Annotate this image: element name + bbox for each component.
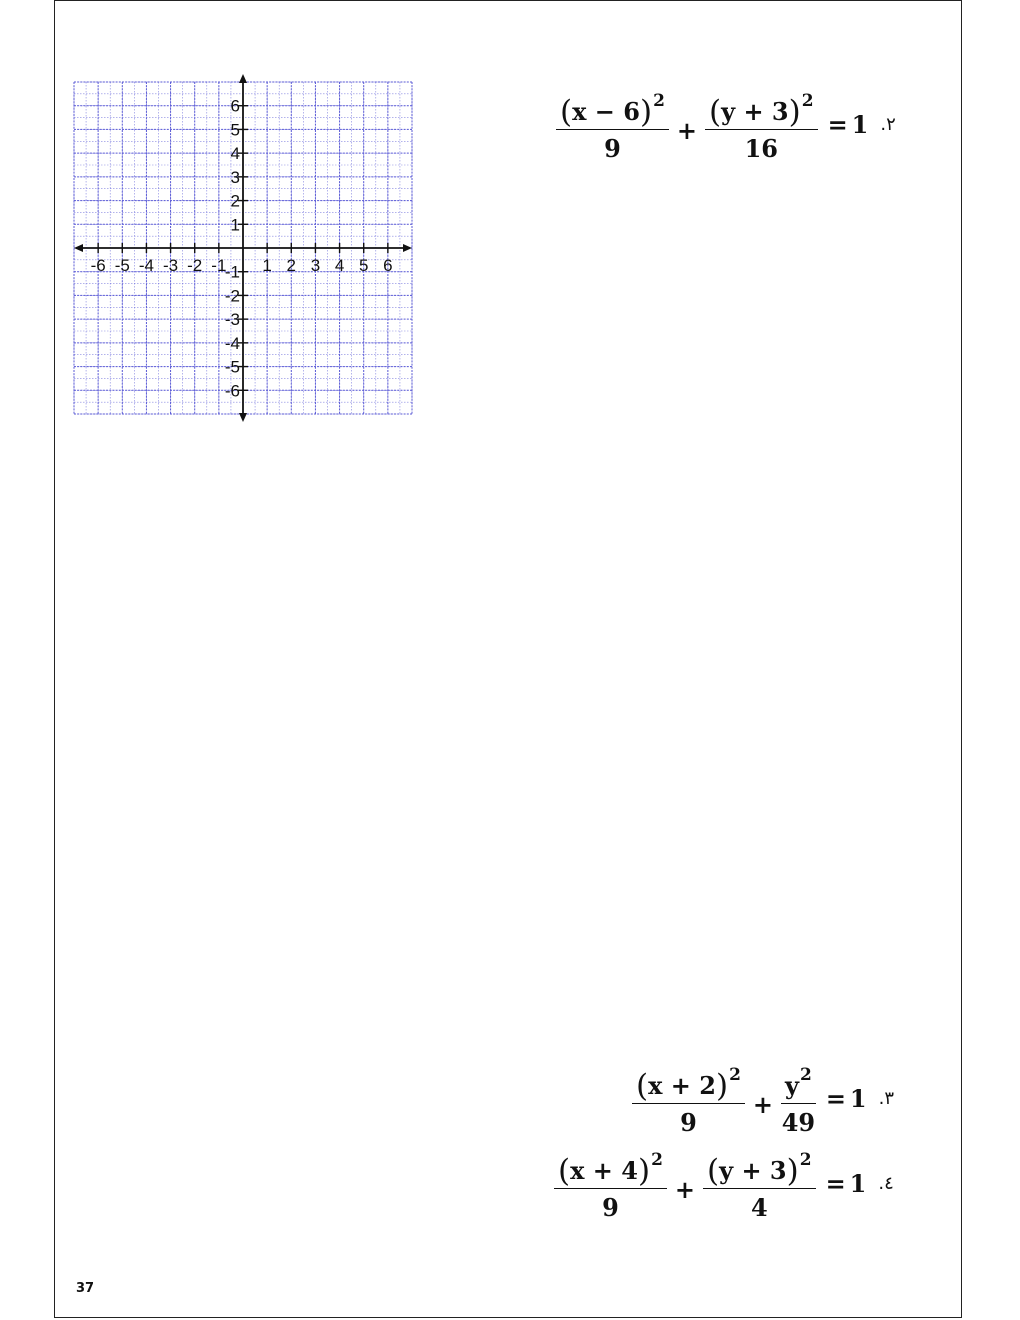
sign: + xyxy=(670,1071,691,1100)
x-tick-label: 2 xyxy=(286,256,297,275)
y-tick-label: 2 xyxy=(230,191,240,211)
plus-operator: + xyxy=(752,1089,774,1119)
paren-open: ( xyxy=(709,94,722,130)
y-tick-label: -2 xyxy=(224,286,240,306)
constant: 2 xyxy=(699,1071,716,1100)
x-tick-label: -4 xyxy=(138,256,154,275)
paren-close: ) xyxy=(786,1153,799,1189)
exponent: 2 xyxy=(653,91,665,111)
sign: − xyxy=(594,97,615,126)
x-tick-label: -3 xyxy=(163,256,179,275)
y-tick-label: 6 xyxy=(230,96,240,116)
equation-2 xyxy=(554,84,896,164)
rhs-value: 1 xyxy=(851,109,869,139)
variable: y xyxy=(719,1156,734,1185)
y-tick-label: -3 xyxy=(224,310,240,330)
sign: + xyxy=(592,1156,613,1185)
coordinate-grid xyxy=(68,72,418,428)
paren-open: ( xyxy=(558,1153,571,1189)
paren-close: ) xyxy=(639,94,653,130)
rhs-value: 1 xyxy=(849,1168,867,1198)
exponent: 2 xyxy=(729,1065,741,1085)
variable: y xyxy=(721,97,736,126)
y-tick-label: -6 xyxy=(224,381,240,401)
x-tick-label: 6 xyxy=(383,256,393,275)
fraction-y-term xyxy=(705,84,818,164)
plus-operator: + xyxy=(674,1174,696,1204)
constant: 6 xyxy=(623,97,640,126)
equals-sign: = xyxy=(827,109,848,139)
paren-close: ) xyxy=(637,1153,651,1189)
page-number: 37 xyxy=(76,1281,95,1296)
x-tick-label: -6 xyxy=(90,256,106,275)
denominator: 4 xyxy=(703,1188,816,1223)
question-number: .٤ xyxy=(878,1172,894,1194)
fraction-y-term xyxy=(781,1058,816,1138)
fraction-y-term xyxy=(703,1143,816,1223)
x-tick-label: 5 xyxy=(358,256,369,275)
y-axis-arrow-down xyxy=(239,413,247,422)
exponent: 2 xyxy=(651,1150,663,1170)
y-tick-label: 3 xyxy=(230,167,240,187)
rhs-value: 1 xyxy=(849,1083,867,1113)
y-axis-arrow-up xyxy=(239,74,247,83)
x-tick-label: 3 xyxy=(310,256,321,275)
exponent: 2 xyxy=(799,1065,812,1085)
y-tick-label: 5 xyxy=(230,120,240,140)
x-axis-arrow-right xyxy=(403,244,412,252)
paren-open: ( xyxy=(636,1068,649,1104)
paren-close: ) xyxy=(788,94,801,130)
variable: y xyxy=(785,1071,799,1100)
fraction-x-term xyxy=(554,1143,667,1223)
equation-4 xyxy=(552,1143,894,1223)
constant: 3 xyxy=(769,1156,787,1185)
exponent: 2 xyxy=(801,91,814,111)
exponent: 2 xyxy=(799,1150,812,1170)
constant: 4 xyxy=(621,1156,638,1185)
denominator: 9 xyxy=(632,1103,745,1138)
y-tick-label: -5 xyxy=(224,357,240,377)
paren-close: ) xyxy=(715,1068,729,1104)
equation-3 xyxy=(630,1058,894,1138)
x-axis-arrow-left xyxy=(74,244,83,252)
denominator: 16 xyxy=(705,129,818,164)
y-tick-label: -4 xyxy=(224,333,240,353)
x-tick-label: 4 xyxy=(334,256,345,275)
paren-open: ( xyxy=(560,94,573,130)
fraction-x-term xyxy=(556,84,669,164)
x-tick-label: 1 xyxy=(262,256,272,275)
plus-operator: + xyxy=(676,115,698,145)
x-tick-label: -2 xyxy=(187,256,203,275)
question-number: .٣ xyxy=(878,1087,895,1109)
x-tick-label: -1 xyxy=(211,256,227,275)
paren-open: ( xyxy=(707,1153,720,1189)
equals-sign: = xyxy=(825,1168,846,1198)
denominator: 9 xyxy=(554,1188,667,1223)
variable: x xyxy=(648,1071,663,1100)
variable: x xyxy=(572,97,587,126)
equals-sign: = xyxy=(825,1083,846,1113)
denominator: 9 xyxy=(556,129,669,164)
variable: x xyxy=(570,1156,585,1185)
question-number: .٢ xyxy=(880,113,896,135)
fraction-x-term xyxy=(632,1058,745,1138)
constant: 3 xyxy=(771,97,789,126)
y-tick-label: 4 xyxy=(230,144,240,164)
y-tick-label: 1 xyxy=(230,215,240,235)
y-tick-label: -1 xyxy=(224,262,240,282)
sign: + xyxy=(741,1156,762,1185)
denominator: 49 xyxy=(781,1103,816,1138)
sign: + xyxy=(743,97,764,126)
x-tick-label: -5 xyxy=(114,256,130,275)
